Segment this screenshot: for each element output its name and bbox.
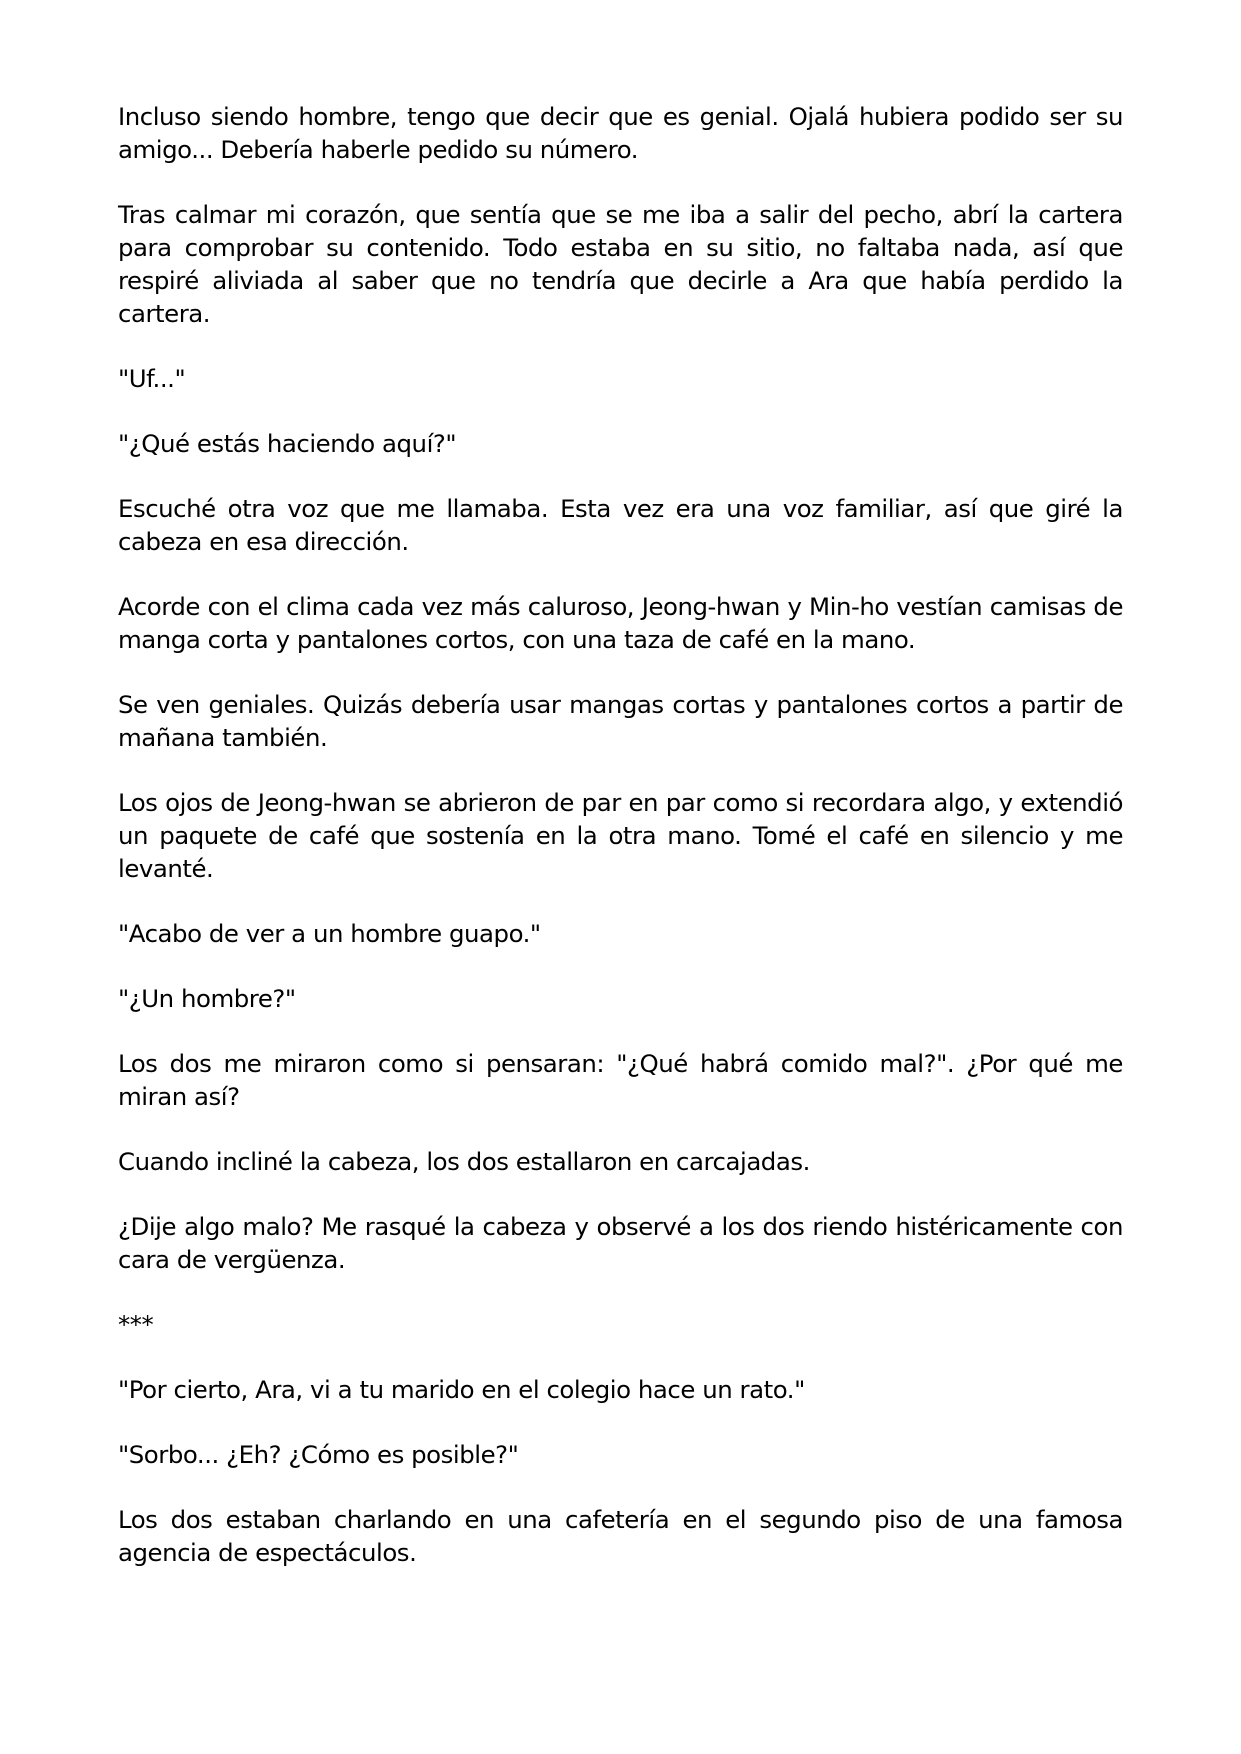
paragraph: Los dos estaban charlando en una cafetería en el segundo piso de una famosa agencia de espectáculos. [118,1505,1123,1567]
paragraph: "Acabo de ver a un hombre guapo." [118,919,541,948]
scene-break: *** [118,1310,154,1339]
document-page [118,100,1123,1680]
paragraph: Los ojos de Jeong-hwan se abrieron de par en par como si recordara algo, y extendió un paquete de café que sostenía en la otra mano. Tomé el café en silencio y me levanté. [118,788,1123,883]
paragraph: "Sorbo... ¿Eh? ¿Cómo es posible?" [118,1440,519,1469]
paragraph: "Por cierto, Ara, vi a tu marido en el colegio hace un rato." [118,1375,805,1404]
paragraph: Cuando incliné la cabeza, los dos estallaron en carcajadas. [118,1147,810,1176]
paragraph: Se ven geniales. Quizás debería usar mangas cortas y pantalones cortos a partir de mañana también. [118,690,1123,752]
paragraph: Los dos me miraron como si pensaran: "¿Qué habrá comido mal?". ¿Por qué me miran así? [118,1049,1123,1111]
paragraph: "Uf..." [118,364,186,393]
paragraph: Acorde con el clima cada vez más caluroso, Jeong-hwan y Min-ho vestían camisas de manga corta y pantalones cortos, con una taza de café en la mano. [118,592,1123,654]
paragraph: "¿Un hombre?" [118,984,296,1013]
paragraph: Escuché otra voz que me llamaba. Esta vez era una voz familiar, así que giré la cabeza en esa dirección. [118,494,1123,556]
paragraph: ¿Dije algo malo? Me rasqué la cabeza y observé a los dos riendo histéricamente con cara de vergüenza. [118,1212,1123,1274]
paragraph: "¿Qué estás haciendo aquí?" [118,429,457,458]
paragraph: Incluso siendo hombre, tengo que decir que es genial. Ojalá hubiera podido ser su amigo... Debería haberle pedido su número. [118,102,1123,164]
paragraph: Tras calmar mi corazón, que sentía que se me iba a salir del pecho, abrí la cartera para comprobar su contenido. Todo estaba en su sitio, no faltaba nada, así que respiré aliviada al saber que no tendría que decirle a Ara que había perdido la cartera. [118,200,1123,328]
